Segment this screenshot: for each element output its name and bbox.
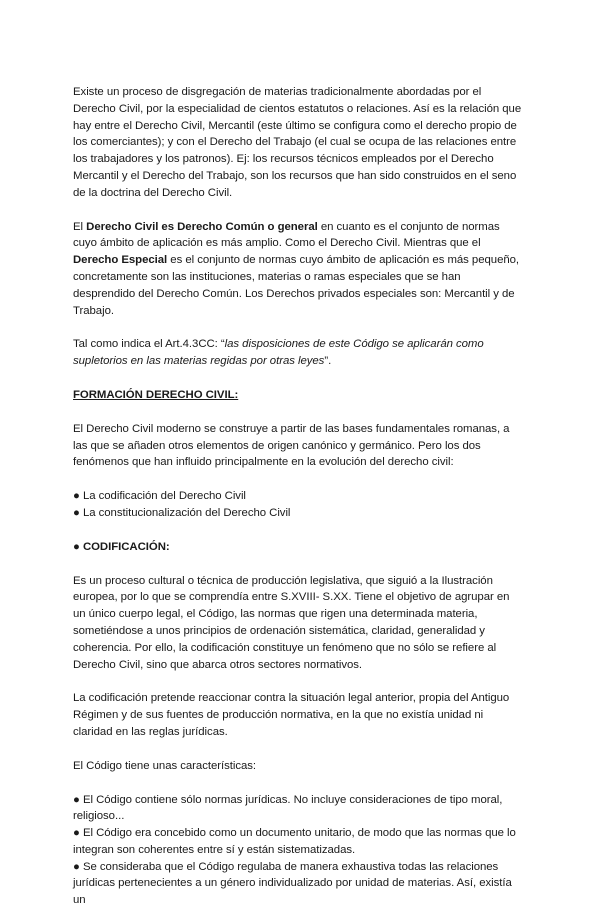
- list-item-regulacion-exhaustiva: ● Se consideraba que el Código regulaba de manera exhaustiva todas las relaciones jurídicas pertenecientes a un género individualizado por unidad de materias. Así, existía un: [73, 860, 512, 907]
- list-item-documento-unitario: ● El Código era concebido como un documento unitario, de modo que las normas que lo integran son coherentes entre sí y están sistematizadas.: [73, 827, 516, 856]
- paragraph-derecho-moderno: El Derecho Civil moderno se construye a partir de las bases fundamentales romanas, a las que se añaden otros elementos de origen canónico y germánico. Pero los dos fenómenos que han influido principalmente en la evolución del derecho civil:: [73, 422, 510, 469]
- bullet-constitucionalizacion: ● La constitucionalización del Derecho Civil: [73, 506, 291, 519]
- bullet-codificacion: ● La codificación del Derecho Civil: [73, 490, 246, 503]
- bold-term: Derecho Especial: [73, 254, 168, 267]
- text-run: El: [73, 220, 87, 233]
- paragraph-reaccionar: La codificación pretende reaccionar contra la situación legal anterior, propia del Antiguo Régimen y de sus fuentes de producción normativa, en la que no existía unidad ni claridad en las reglas jurídicas.: [73, 692, 510, 738]
- section-heading-formacion: FORMACIÓN DERECHO CIVIL:: [73, 388, 239, 401]
- text-run: Tal como indica el Art.4.3CC: “: [73, 338, 225, 351]
- paragraph-proceso-cultural: Es un proceso cultural o técnica de producción legislativa, que siguió a la Ilustración europea, por lo que se comprendía entre S.XVIII- S.XX. Tiene el objetivo de agrupar en un único cuerpo legal, el Código, las normas que rigen una determinada materia, sometiéndose a unos principios de ordenación sistemática, claridad, generalidad y coherencia. Por ello, la codificación constituye un fenómeno que no sólo se refiere al Derecho Civil, sino que abarca otros sectores normativos.: [73, 574, 510, 671]
- text-run: es el conjunto de normas cuyo ámbito de aplicación es más pequeño, concretamente son las instituciones, materias o ramas especiales que se han desprendido del Derecho Común. Los Derechos privados especiales son: Mercantil y de Trabajo.: [73, 254, 520, 317]
- bold-term: Derecho Civil es Derecho Común o general: [86, 220, 318, 233]
- list-item-normas-juridicas: ● El Código contiene sólo normas jurídicas. No incluye consideraciones de tipo moral, religioso...: [73, 793, 503, 823]
- paragraph-art-4-3: [73, 336, 524, 370]
- text-run: ”.: [324, 355, 332, 368]
- paragraph-disgregacion: Existe un proceso de disgregación de materias tradicionalmente abordadas por el Derecho Civil, por la especialidad de cientos estatutos o relaciones. Así es la relación que hay entre el Derecho Civil, Mercantil (este último se configura como el derecho propio de los comerciantes); y con el Derecho del Trabajo (el cual se ocupa de las relaciones entre los trabajadores y los patronos). Ej: los recursos técnicos empleados por el Derecho Mercantil y el Derecho del Trabajo, son los recursos que han sido construidos en el seno de la doctrina del Derecho Civil.: [73, 86, 522, 199]
- paragraph-caracteristicas: El Código tiene unas características:: [73, 759, 257, 772]
- quote-italic: las disposiciones de este Código se aplicarán como supletorios en las materias regidas por otras leyes: [73, 338, 484, 368]
- section-heading-codificacion: ● CODIFICACIÓN:: [73, 540, 170, 553]
- text-run: en cuanto es el conjunto de normas cuyo ámbito de aplicación es más amplio. Como el Derecho Civil. Mientras que el: [73, 220, 500, 250]
- paragraph-derecho-comun: [73, 219, 524, 320]
